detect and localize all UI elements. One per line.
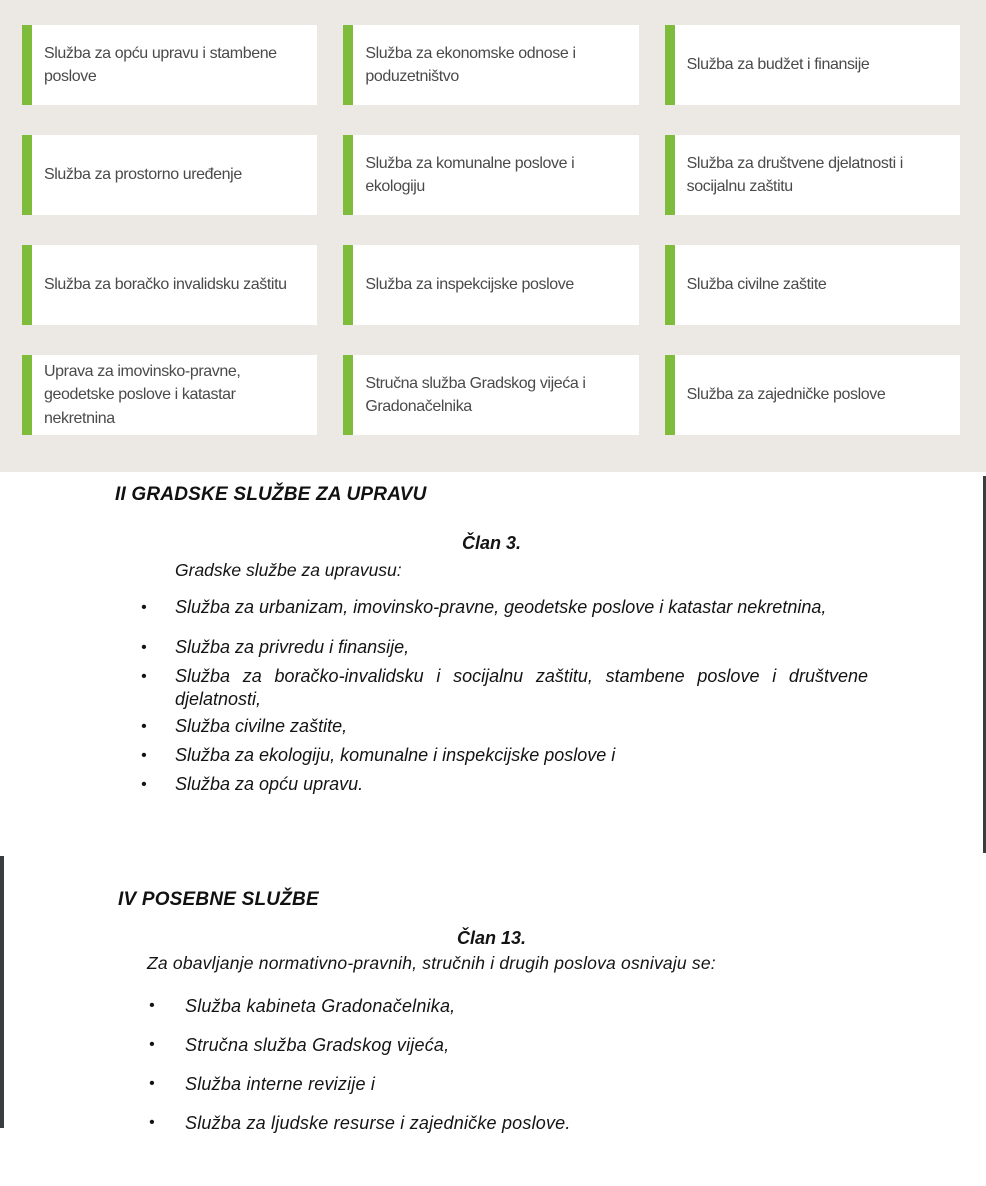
document-content	[115, 472, 868, 796]
service-card-boracka-zastita[interactable]	[22, 245, 317, 325]
bullet-item: • Služba kabineta Gradonačelnika,	[185, 995, 868, 1017]
service-card-zajednicki-poslovi[interactable]	[665, 355, 960, 435]
bullet-item: • Stručna služba Gradskog vijeća,	[185, 1034, 868, 1056]
service-card-label: Služba za inspekcijske poslove	[365, 276, 574, 294]
service-card-label: Služba civilne zaštite	[686, 276, 827, 294]
service-card-opca-uprava[interactable]	[22, 25, 317, 105]
services-grid	[22, 25, 960, 435]
service-card-drustvene-djelatnosti[interactable]	[665, 135, 960, 215]
bullet-item: • Služba za urbanizam, imovinsko-pravne, geodetske poslove i katastar nekretnina,	[175, 596, 868, 619]
document-section-gradske-sluzbe	[0, 472, 986, 856]
service-card-prostorno-uredjenje[interactable]	[22, 135, 317, 215]
bullet-item: • Služba za opću upravu.	[175, 773, 868, 796]
section-intro: Za obavljanje normativno-pravnih, stručnih i drugih poslova osnivaju se:	[147, 953, 716, 974]
bullet-list	[115, 596, 868, 796]
bullet-item: • Služba za ljudske resurse i zajedničke poslove.	[185, 1112, 868, 1134]
service-card-label: Služba za društvene djelatnosti i socijalnu zaštitu	[686, 154, 903, 195]
section-heading: IV POSEBNE SLUŽBE	[118, 889, 319, 910]
section-intro: Gradske službe za upravusu:	[175, 560, 402, 581]
service-card-strucna-sluzba[interactable]	[343, 355, 638, 435]
article-label: Član 3.	[461, 532, 522, 553]
service-card-label: Stručna služba Gradskog vijeća i Gradonačelnika	[365, 374, 586, 415]
service-card-budzet-finansije[interactable]	[665, 25, 960, 105]
scrollbar-strip-left	[0, 856, 4, 1128]
service-card-label: Služba za komunalne poslove i ekologiju	[365, 154, 575, 195]
bullet-item: • Služba interne revizije i	[185, 1073, 868, 1095]
bullet-list	[115, 995, 868, 1134]
service-card-imovinsko-pravni[interactable]	[22, 355, 317, 435]
service-card-label: Služba za budžet i finansije	[686, 56, 870, 74]
article-label: Član 13.	[456, 927, 527, 948]
bullet-item: • Služba za boračko-invalidsku i socijalnu zaštitu, stambene poslove i društvene djelatnosti,	[175, 665, 868, 711]
service-card-label: Služba za opću upravu i stambene poslove	[44, 44, 277, 85]
service-card-label: Služba za boračko invalidsku zaštitu	[44, 276, 287, 294]
service-card-label: Služba za prostorno uređenje	[44, 166, 242, 184]
service-card-label: Služba za zajedničke poslove	[686, 386, 886, 404]
services-cards-area	[0, 0, 986, 472]
service-card-civilna-zastita[interactable]	[665, 245, 960, 325]
bullet-item: • Služba za ekologiju, komunalne i inspekcijske poslove i	[175, 744, 868, 767]
service-card-ekonomski-odnosi[interactable]	[343, 25, 638, 105]
service-card-komunalni-poslovi[interactable]	[343, 135, 638, 215]
section-heading: II GRADSKE SLUŽBE ZA UPRAVU	[115, 484, 427, 505]
document-section-posebne-sluzbe	[0, 856, 986, 1184]
bullet-item: • Služba za privredu i finansije,	[175, 636, 868, 659]
service-card-label: Uprava za imovinsko-pravne, geodetske poslove i katastar nekretnina	[44, 363, 241, 427]
service-card-inspekcijski-poslovi[interactable]	[343, 245, 638, 325]
document-content	[115, 856, 868, 1134]
bullet-item: • Služba civilne zaštite,	[175, 715, 868, 738]
service-card-label: Služba za ekonomske odnose i poduzetništvo	[365, 44, 576, 85]
